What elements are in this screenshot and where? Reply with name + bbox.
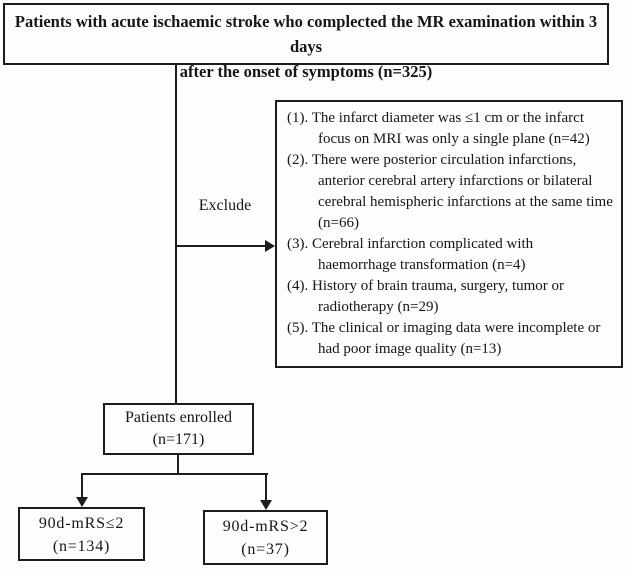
- exclusion-item-3: (3). Cerebral infarction complicated with haemorrhage transformation (n=4): [287, 236, 534, 273]
- arrowhead-right-icon: [265, 240, 275, 252]
- outcome-mrs-le2-box: [18, 507, 145, 561]
- patients-enrolled-box: [103, 403, 254, 455]
- connector-right-branch-line: [265, 473, 267, 502]
- exclusion-criteria-box: [275, 100, 623, 368]
- arrowhead-down-right-icon: [260, 500, 272, 510]
- eligible-patients-box: [3, 3, 609, 81]
- connector-main-vertical-line: [175, 65, 177, 403]
- outcome-mrs-gt2-box: [203, 510, 328, 565]
- exclusion-item-5: (5). The clinical or imaging data were incomplete or had poor image quality (n=13): [287, 320, 601, 357]
- outcome-mrs-gt2-line1: 90d-mRS>2: [222, 518, 309, 535]
- connector-exclude-horizontal-line: [176, 245, 266, 247]
- outcome-mrs-gt2-line2: (n=37): [241, 541, 290, 558]
- exclusion-item-1: (1). The infarct diameter was ≤1 cm or the infarct focus on MRI was only a single plane (n=42): [287, 110, 590, 147]
- exclude-label: Exclude: [198, 197, 252, 214]
- connector-left-branch-line: [81, 473, 83, 499]
- patients-enrolled-line2: (n=171): [152, 431, 205, 448]
- exclusion-item-2: (2). There were posterior circulation infarctions, anterior cerebral artery infarctions or bilateral cerebral hemispheric infarctions at the same time (n=66): [287, 152, 613, 231]
- connector-enrolled-vertical-line: [177, 455, 179, 474]
- eligible-patients-line2: after the onset of symptoms (n=325): [179, 62, 433, 81]
- connector-branch-horizontal-line: [81, 473, 268, 475]
- arrowhead-down-left-icon: [76, 497, 88, 507]
- outcome-mrs-le2-line2: (n=134): [52, 538, 111, 555]
- outcome-mrs-le2-line1: 90d-mRS≤2: [38, 515, 125, 532]
- eligible-patients-line1: Patients with acute ischaemic stroke who complected the MR examination within 3 days: [14, 12, 598, 56]
- exclusion-item-4: (4). History of brain trauma, surgery, tumor or radiotherapy (n=29): [287, 278, 565, 315]
- patients-enrolled-line1: Patients enrolled: [124, 409, 233, 426]
